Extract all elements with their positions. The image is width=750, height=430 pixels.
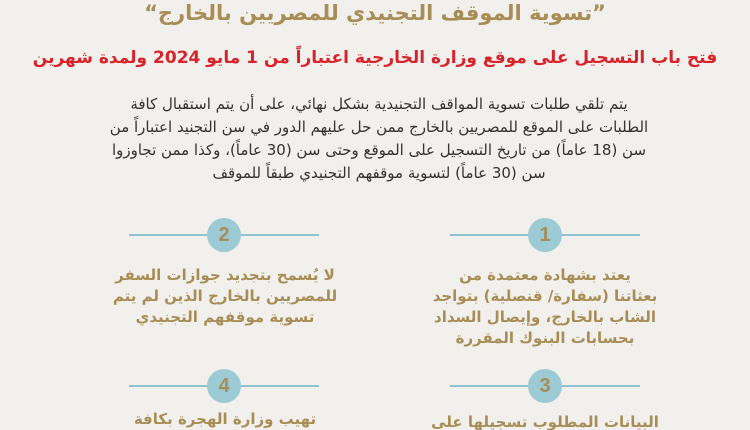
step-4-marker bbox=[129, 369, 319, 403]
intro-line: الطلبات على الموقع للمصريين بالخارج ممن حل عليهم الدور في سن التجنيد اعتباراً من bbox=[109, 118, 649, 136]
intro-line: سن (18 عاماً) من تاريخ التسجيل على الموقع وحتى سن (30 عاماً)، وكذا ممن تجاوزوا bbox=[111, 141, 647, 159]
step-1-number-badge: 1 bbox=[528, 218, 562, 252]
intro-paragraph bbox=[55, 93, 703, 185]
step-1-marker bbox=[450, 218, 640, 252]
step-3-marker bbox=[450, 369, 640, 403]
step-2-marker bbox=[129, 218, 319, 252]
page-title: ”تسوية الموقف التجنيدي للمصريين بالخارج“ bbox=[144, 1, 606, 25]
intro-line: سن (30 عاماً) لتسوية موقفهم التجنيدي طبقاً للموقف bbox=[212, 164, 546, 182]
step-2-text bbox=[80, 265, 370, 328]
step-1-line: بحسابات البنوك المقررة bbox=[455, 329, 635, 347]
step-2-line: تسوية موقفهم التجنيدي bbox=[135, 308, 315, 326]
step-4-number-badge: 4 bbox=[207, 369, 241, 403]
step-4-line: تهيب وزارة الهجرة بكافة bbox=[133, 410, 317, 428]
step-3-line: البيانات المطلوب تسجيلها على bbox=[431, 413, 659, 430]
registration-announcement: فتح باب التسجيل على موقع وزارة الخارجية اعتباراً من 1 مايو 2024 ولمدة شهرين bbox=[32, 48, 718, 68]
step-1-line: يعتد بشهادة معتمدة من bbox=[459, 266, 631, 284]
step-2-line: للمصريين بالخارج الذين لم يتم bbox=[112, 287, 338, 305]
step-1-line: الشاب بالخارج، وإيصال السداد bbox=[434, 308, 656, 326]
step-1-line: بعثاتنا (سفارة/ قنصلية) بتواجد bbox=[432, 287, 658, 305]
step-2-line: لا يُسمح بتجديد جوازات السفر bbox=[115, 266, 335, 284]
step-3-number-badge: 3 bbox=[528, 369, 562, 403]
step-1-text bbox=[400, 265, 690, 349]
step-4-text bbox=[80, 409, 370, 430]
step-3-text bbox=[400, 412, 690, 430]
intro-line: يتم تلقي طلبات تسوية المواقف التجنيدية بشكل نهائي، على أن يتم استقبال كافة bbox=[130, 95, 628, 113]
step-2-number-badge: 2 bbox=[207, 218, 241, 252]
